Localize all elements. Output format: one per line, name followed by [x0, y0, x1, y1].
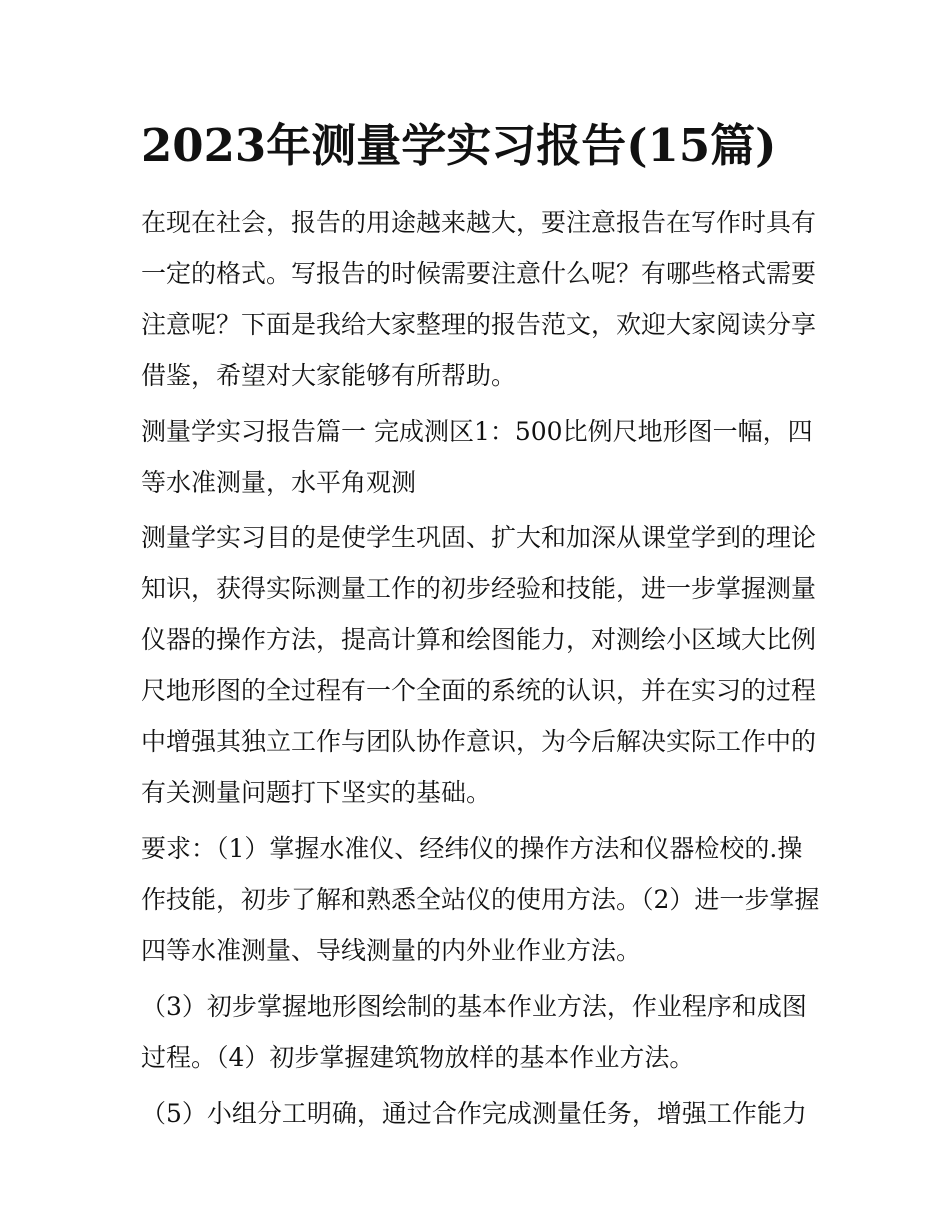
requirements-continued-paragraph: （3）初步掌握地形图绘制的基本作业方法，作业程序和成图过程。（4）初步掌握建筑物放样的基本作业方法。	[141, 992, 807, 1072]
team-requirement-paragraph: （5）小组分工明确，通过合作完成测量任务，增强工作能力	[141, 1099, 807, 1128]
document-title: 2023年测量学实习报告(15篇)	[141, 119, 777, 172]
intro-paragraph: 在现在社会，报告的用途越来越大，要注意报告在写作时具有一定的格式。写报告的时候需要注意什么呢？有哪些格式需要注意呢？下面是我给大家整理的报告范文，欢迎大家阅读分享借鉴，希望对大家能够有所帮助。	[141, 208, 817, 390]
requirements-paragraph: 要求：（1）掌握水准仪、经纬仪的操作方法和仪器检校的.操作技能，初步了解和熟悉全站仪的使用方法。（2）进一步掌握四等水准测量、导线测量的内外业作业方法。	[141, 834, 820, 965]
document-body	[141, 197, 821, 1144]
purpose-paragraph: 测量学实习目的是使学生巩固、扩大和加深从课堂学到的理论知识，获得实际测量工作的初步经验和技能，进一步掌握测量仪器的操作方法，提高计算和绘图能力，对测绘小区域大比例尺地形图的全过程有一个全面的系统的认识，并在实习的过程中增强其独立工作与团队协作意识，为今后解决实际工作中的有关测量问题打下坚实的基础。	[141, 523, 817, 807]
section-heading-paragraph: 测量学实习报告篇一 完成测区1：500比例尺地形图一幅，四等水准测量，水平角观测	[141, 417, 813, 497]
